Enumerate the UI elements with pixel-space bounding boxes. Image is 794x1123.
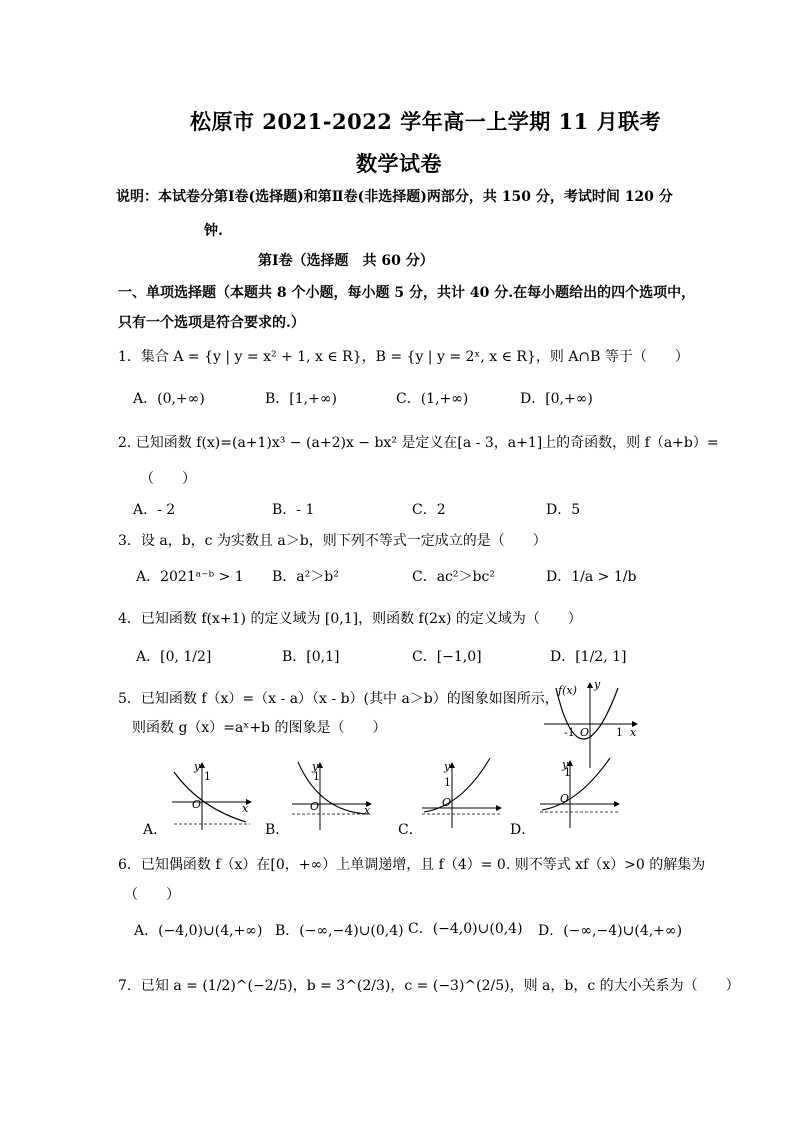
note-line2: 钟. [204, 223, 223, 239]
q4-option-c: C．[−1,0] [412, 649, 482, 665]
q5-graph-a [170, 760, 260, 832]
q5-option-a: A． [143, 822, 168, 838]
q2-stem-line2: （ ） [140, 471, 196, 487]
q5-fx-y-label: y [594, 678, 601, 691]
section-instructions-line1: 一、单项选择题（本题共 8 个小题，每小题 5 分，共计 40 分.在每小题给出的四个选项中， [118, 285, 696, 301]
q3-option-c: C．ac²＞bc² [412, 569, 495, 585]
q5-graph-c-origin: O [442, 796, 452, 809]
page-title: 松原市 2021-2022 学年高一上学期 11 月联考 [190, 109, 662, 134]
q5-fx-x-label: x [630, 726, 637, 739]
note-prefix: 说明： [116, 189, 158, 205]
q3-option-b: B．a²＞b² [272, 569, 339, 585]
section-instructions-line2: 只有一个选项是符合要求的.） [118, 315, 305, 331]
q1-option-a: A．(0,+∞) [133, 391, 205, 407]
q2-stem-line1: 2. 已知函数 f(x)=(a+1)x³ − (a+2)x − bx² 是定义在[a - 3，a+1]上的奇函数，则 f（a+b）= [118, 435, 719, 451]
q5-option-c: C． [398, 822, 423, 838]
q5-graph-a-one: 1 [204, 770, 211, 783]
q5-graph-d-y: y [562, 758, 569, 771]
q5-graph-d [538, 756, 628, 828]
q5-graph-a-origin: O [192, 798, 202, 811]
q4-stem: 4．已知函数 f(x+1) 的定义域为 [0,1]，则函数 f(2x) 的定义域为（ ） [118, 611, 582, 627]
q5-fx-origin: O [580, 726, 590, 739]
q4-option-a: A．[0, 1/2] [136, 649, 212, 665]
q6-option-c: C．(−4,0)∪(0,4) [408, 921, 523, 937]
q5-graph-b-x: x [364, 804, 371, 817]
q5-option-d: D． [510, 822, 536, 838]
q2-option-b: B．- 1 [272, 502, 315, 518]
q3-option-d: D．1/a > 1/b [546, 569, 637, 585]
page-subtitle: 数学试卷 [356, 151, 442, 176]
q1-stem: 1．集合 A = {y | y = x² + 1, x ∈ R}，B = {y | y = 2ˣ, x ∈ R}，则 A∩B 等于（ ） [118, 349, 689, 365]
q3-stem: 3．设 a，b，c 为实数且 a＞b，则下列不等式一定成立的是（ ） [118, 533, 547, 549]
q4-option-d: D．[1/2, 1] [550, 649, 627, 665]
q5-graph-b-one: 1 [313, 770, 320, 783]
q6-option-a: A．(−4,0)∪(4,+∞) [134, 923, 263, 939]
q5-graph-a-x: x [242, 802, 249, 815]
q5-graph-a-y: y [194, 760, 201, 773]
q5-graph-d-origin: O [560, 792, 570, 805]
q2-option-d: D．5 [546, 502, 581, 518]
q1-option-c: C．(1,+∞) [396, 391, 469, 407]
q5-fx-label: f(x) [558, 684, 577, 697]
q5-fx-neg1: -1 [564, 726, 575, 739]
q3-option-a: A．2021ᵃ⁻ᵇ > 1 [136, 569, 244, 585]
q7-stem: 7．已知 a = (1/2)^(−2/5)，b = 3^(2/3)，c = (−3)^(2/5)，则 a，b，c 的大小关系为（ ） [118, 978, 740, 994]
q5-stem-line1: 5．已知函数 f（x）=（x - a）（x - b）(其中 a＞b）的图象如图所示， [118, 691, 559, 707]
q2-option-c: C．2 [412, 502, 446, 518]
q1-option-d: D．[0,+∞) [520, 391, 593, 407]
q5-graph-b [288, 760, 378, 832]
q5-graph-b-y: y [312, 760, 319, 773]
q5-graph-c-one: 1 [444, 776, 451, 789]
q5-graph-c [418, 756, 508, 828]
q1-option-b: B．[1,+∞) [265, 391, 337, 407]
q5-option-b: B． [265, 822, 290, 838]
q6-option-d: D．(−∞,−4)∪(4,+∞) [538, 923, 683, 939]
q5-stem-line2: 则函数 g（x）=aˣ+b 的图象是（ ） [132, 720, 387, 736]
q2-option-a: A．- 2 [133, 502, 176, 518]
q5-graph-d-one: 1 [564, 766, 571, 779]
q6-stem-line2: （ ） [124, 887, 180, 903]
q5-graph-c-y: y [444, 760, 451, 773]
instructions-note [116, 186, 673, 206]
q4-option-b: B．[0,1] [282, 649, 340, 665]
q6-option-b: B．(−∞,−4)∪(0,4) [275, 923, 404, 939]
q5-graph-b-origin: O [310, 800, 320, 813]
part1-heading: 第Ⅰ卷（选择题 共 60 分） [258, 253, 434, 269]
q6-stem-line1: 6．已知偶函数 f（x）在[0，+∞）上单调递增，且 f（4）= 0. 则不等式 xf（x）>0 的解集为 [118, 857, 706, 873]
q5-fx-one: 1 [616, 726, 623, 739]
note-line1: 本试卷分第Ⅰ卷(选择题)和第Ⅱ卷(非选择题)两部分，共 150 分，考试时间 120 分 [158, 189, 673, 205]
